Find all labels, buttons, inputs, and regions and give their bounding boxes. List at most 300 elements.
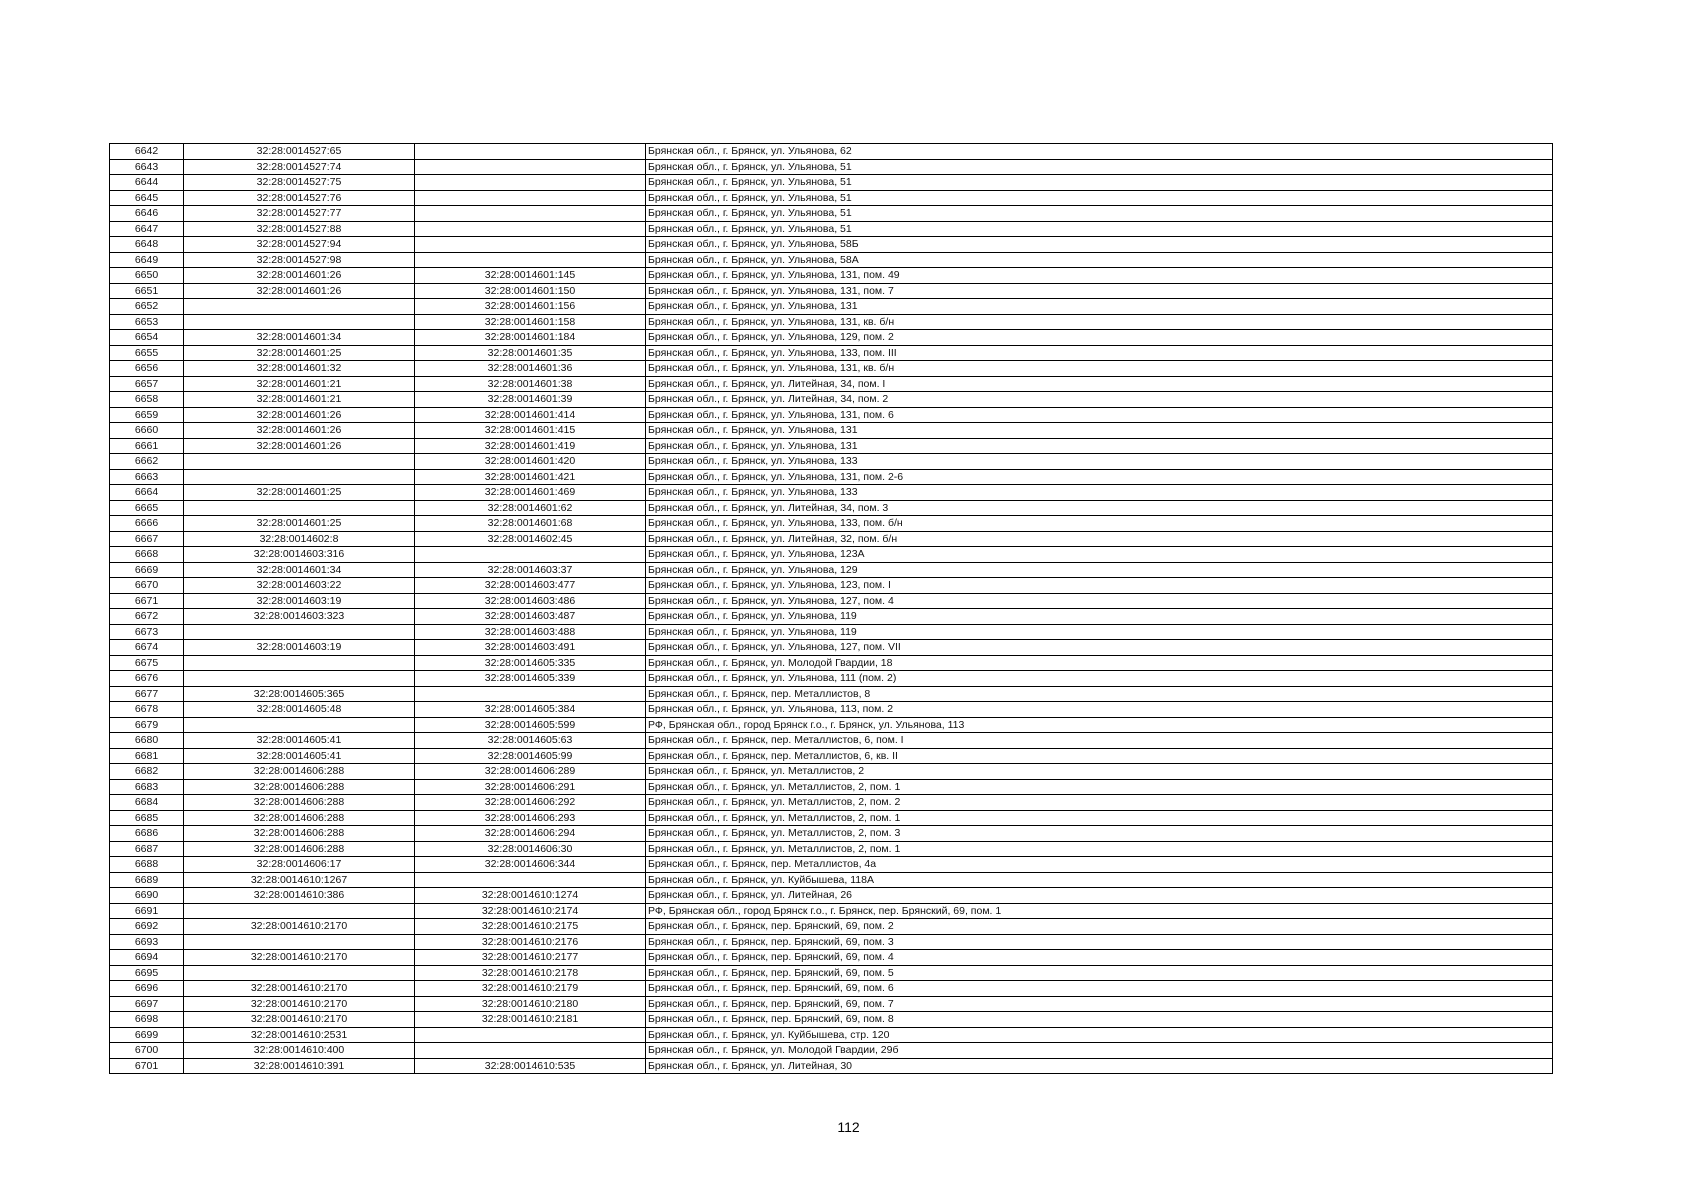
- object-cadastral-number-cell: [415, 1027, 646, 1043]
- address-cell: Брянская обл., г. Брянск, ул. Ульянова, 129: [646, 562, 1553, 578]
- object-cadastral-number-cell: [415, 221, 646, 237]
- row-number-cell: 6698: [110, 1012, 184, 1028]
- row-number-cell: 6651: [110, 283, 184, 299]
- parcel-cadastral-number-cell: 32:28:0014601:26: [184, 268, 415, 284]
- parcel-cadastral-number-cell: 32:28:0014601:25: [184, 516, 415, 532]
- row-number-cell: 6652: [110, 299, 184, 315]
- row-number-cell: 6648: [110, 237, 184, 253]
- address-cell: РФ, Брянская обл., город Брянск г.о., г. Брянск, пер. Брянский, 69, пом. 1: [646, 903, 1553, 919]
- address-cell: Брянская обл., г. Брянск, ул. Ульянова, 119: [646, 609, 1553, 625]
- object-cadastral-number-cell: 32:28:0014601:68: [415, 516, 646, 532]
- object-cadastral-number-cell: 32:28:0014606:293: [415, 810, 646, 826]
- parcel-cadastral-number-cell: 32:28:0014605:41: [184, 748, 415, 764]
- address-cell: Брянская обл., г. Брянск, ул. Ульянова, 58А: [646, 252, 1553, 268]
- row-number-cell: 6681: [110, 748, 184, 764]
- parcel-cadastral-number-cell: 32:28:0014603:316: [184, 547, 415, 563]
- address-cell: Брянская обл., г. Брянск, ул. Ульянова, 131: [646, 423, 1553, 439]
- parcel-cadastral-number-cell: 32:28:0014606:288: [184, 779, 415, 795]
- parcel-cadastral-number-cell: 32:28:0014603:19: [184, 593, 415, 609]
- parcel-cadastral-number-cell: 32:28:0014601:25: [184, 485, 415, 501]
- parcel-cadastral-number-cell: 32:28:0014601:34: [184, 330, 415, 346]
- row-number-cell: 6649: [110, 252, 184, 268]
- object-cadastral-number-cell: 32:28:0014601:421: [415, 469, 646, 485]
- parcel-cadastral-number-cell: 32:28:0014606:288: [184, 764, 415, 780]
- object-cadastral-number-cell: 32:28:0014606:30: [415, 841, 646, 857]
- object-cadastral-number-cell: [415, 872, 646, 888]
- row-number-cell: 6647: [110, 221, 184, 237]
- records-table-body: [110, 144, 1553, 1074]
- address-cell: Брянская обл., г. Брянск, ул. Литейная, 34, пом. 2: [646, 392, 1553, 408]
- table-row: [110, 764, 1553, 780]
- row-number-cell: 6696: [110, 981, 184, 997]
- parcel-cadastral-number-cell: [184, 903, 415, 919]
- parcel-cadastral-number-cell: 32:28:0014527:75: [184, 175, 415, 191]
- row-number-cell: 6692: [110, 919, 184, 935]
- address-cell: Брянская обл., г. Брянск, пер. Металлистов, 6, кв. II: [646, 748, 1553, 764]
- parcel-cadastral-number-cell: 32:28:0014601:21: [184, 376, 415, 392]
- object-cadastral-number-cell: 32:28:0014603:477: [415, 578, 646, 594]
- row-number-cell: 6667: [110, 531, 184, 547]
- object-cadastral-number-cell: 32:28:0014610:2181: [415, 1012, 646, 1028]
- row-number-cell: 6655: [110, 345, 184, 361]
- parcel-cadastral-number-cell: [184, 717, 415, 733]
- table-row: [110, 206, 1553, 222]
- object-cadastral-number-cell: 32:28:0014601:145: [415, 268, 646, 284]
- parcel-cadastral-number-cell: 32:28:0014610:2531: [184, 1027, 415, 1043]
- object-cadastral-number-cell: 32:28:0014601:39: [415, 392, 646, 408]
- object-cadastral-number-cell: 32:28:0014610:2174: [415, 903, 646, 919]
- object-cadastral-number-cell: 32:28:0014603:487: [415, 609, 646, 625]
- object-cadastral-number-cell: 32:28:0014601:38: [415, 376, 646, 392]
- address-cell: Брянская обл., г. Брянск, ул. Ульянова, 131, пом. 2-6: [646, 469, 1553, 485]
- object-cadastral-number-cell: [415, 686, 646, 702]
- object-cadastral-number-cell: 32:28:0014606:344: [415, 857, 646, 873]
- object-cadastral-number-cell: [415, 1043, 646, 1059]
- address-cell: Брянская обл., г. Брянск, ул. Ульянова, 127, пом. 4: [646, 593, 1553, 609]
- table-row: [110, 1027, 1553, 1043]
- address-cell: Брянская обл., г. Брянск, ул. Литейная, 26: [646, 888, 1553, 904]
- page-number: 112: [837, 1119, 860, 1135]
- table-row: [110, 221, 1553, 237]
- parcel-cadastral-number-cell: 32:28:0014606:288: [184, 841, 415, 857]
- row-number-cell: 6673: [110, 624, 184, 640]
- parcel-cadastral-number-cell: 32:28:0014610:400: [184, 1043, 415, 1059]
- row-number-cell: 6680: [110, 733, 184, 749]
- object-cadastral-number-cell: 32:28:0014606:291: [415, 779, 646, 795]
- table-row: [110, 996, 1553, 1012]
- row-number-cell: 6689: [110, 872, 184, 888]
- object-cadastral-number-cell: [415, 547, 646, 563]
- address-cell: Брянская обл., г. Брянск, ул. Куйбышева, стр. 120: [646, 1027, 1553, 1043]
- table-row: [110, 717, 1553, 733]
- table-row: [110, 1043, 1553, 1059]
- table-row: [110, 624, 1553, 640]
- parcel-cadastral-number-cell: 32:28:0014606:288: [184, 795, 415, 811]
- address-cell: Брянская обл., г. Брянск, ул. Ульянова, 119: [646, 624, 1553, 640]
- object-cadastral-number-cell: 32:28:0014602:45: [415, 531, 646, 547]
- table-row: [110, 299, 1553, 315]
- object-cadastral-number-cell: 32:28:0014610:2179: [415, 981, 646, 997]
- address-cell: Брянская обл., г. Брянск, ул. Молодой Гвардии, 18: [646, 655, 1553, 671]
- parcel-cadastral-number-cell: 32:28:0014606:288: [184, 826, 415, 842]
- row-number-cell: 6643: [110, 159, 184, 175]
- row-number-cell: 6662: [110, 454, 184, 470]
- row-number-cell: 6700: [110, 1043, 184, 1059]
- table-row: [110, 919, 1553, 935]
- row-number-cell: 6665: [110, 500, 184, 516]
- parcel-cadastral-number-cell: 32:28:0014610:391: [184, 1058, 415, 1074]
- row-number-cell: 6693: [110, 934, 184, 950]
- table-row: [110, 407, 1553, 423]
- row-number-cell: 6691: [110, 903, 184, 919]
- address-cell: Брянская обл., г. Брянск, ул. Ульянова, 131: [646, 299, 1553, 315]
- table-row: [110, 1012, 1553, 1028]
- object-cadastral-number-cell: [415, 206, 646, 222]
- parcel-cadastral-number-cell: 32:28:0014601:25: [184, 345, 415, 361]
- object-cadastral-number-cell: 32:28:0014601:36: [415, 361, 646, 377]
- table-row: [110, 810, 1553, 826]
- table-row: [110, 609, 1553, 625]
- address-cell: Брянская обл., г. Брянск, ул. Металлистов, 2, пом. 1: [646, 810, 1553, 826]
- object-cadastral-number-cell: 32:28:0014610:2175: [415, 919, 646, 935]
- address-cell: Брянская обл., г. Брянск, ул. Металлистов, 2, пом. 3: [646, 826, 1553, 842]
- parcel-cadastral-number-cell: 32:28:0014601:26: [184, 283, 415, 299]
- table-row: [110, 826, 1553, 842]
- table-row: [110, 671, 1553, 687]
- row-number-cell: 6668: [110, 547, 184, 563]
- object-cadastral-number-cell: 32:28:0014605:339: [415, 671, 646, 687]
- table-row: [110, 702, 1553, 718]
- parcel-cadastral-number-cell: 32:28:0014605:41: [184, 733, 415, 749]
- address-cell: Брянская обл., г. Брянск, ул. Ульянова, 131, пом. 7: [646, 283, 1553, 299]
- table-row: [110, 888, 1553, 904]
- address-cell: Брянская обл., г. Брянск, ул. Ульянова, 129, пом. 2: [646, 330, 1553, 346]
- table-row: [110, 981, 1553, 997]
- row-number-cell: 6660: [110, 423, 184, 439]
- parcel-cadastral-number-cell: [184, 965, 415, 981]
- parcel-cadastral-number-cell: 32:28:0014606:17: [184, 857, 415, 873]
- address-cell: Брянская обл., г. Брянск, ул. Ульянова, 51: [646, 206, 1553, 222]
- row-number-cell: 6675: [110, 655, 184, 671]
- row-number-cell: 6664: [110, 485, 184, 501]
- row-number-cell: 6661: [110, 438, 184, 454]
- table-row: [110, 872, 1553, 888]
- table-row: [110, 748, 1553, 764]
- row-number-cell: 6684: [110, 795, 184, 811]
- address-cell: Брянская обл., г. Брянск, ул. Молодой Гвардии, 29б: [646, 1043, 1553, 1059]
- object-cadastral-number-cell: 32:28:0014601:469: [415, 485, 646, 501]
- address-cell: Брянская обл., г. Брянск, ул. Ульянова, 58Б: [646, 237, 1553, 253]
- row-number-cell: 6642: [110, 144, 184, 160]
- row-number-cell: 6669: [110, 562, 184, 578]
- table-row: [110, 159, 1553, 175]
- object-cadastral-number-cell: 32:28:0014605:599: [415, 717, 646, 733]
- parcel-cadastral-number-cell: 32:28:0014527:76: [184, 190, 415, 206]
- table-row: [110, 1058, 1553, 1074]
- row-number-cell: 6687: [110, 841, 184, 857]
- object-cadastral-number-cell: [415, 190, 646, 206]
- table-row: [110, 950, 1553, 966]
- object-cadastral-number-cell: [415, 237, 646, 253]
- address-cell: Брянская обл., г. Брянск, ул. Ульянова, 62: [646, 144, 1553, 160]
- object-cadastral-number-cell: [415, 252, 646, 268]
- table-row: [110, 500, 1553, 516]
- table-row: [110, 268, 1553, 284]
- table-row: [110, 361, 1553, 377]
- object-cadastral-number-cell: 32:28:0014610:2176: [415, 934, 646, 950]
- address-cell: Брянская обл., г. Брянск, ул. Ульянова, 127, пом. VII: [646, 640, 1553, 656]
- row-number-cell: 6683: [110, 779, 184, 795]
- address-cell: Брянская обл., г. Брянск, ул. Металлистов, 2, пом. 1: [646, 779, 1553, 795]
- address-cell: Брянская обл., г. Брянск, ул. Ульянова, 133: [646, 454, 1553, 470]
- row-number-cell: 6682: [110, 764, 184, 780]
- parcel-cadastral-number-cell: 32:28:0014601:34: [184, 562, 415, 578]
- address-cell: Брянская обл., г. Брянск, ул. Ульянова, 123А: [646, 547, 1553, 563]
- parcel-cadastral-number-cell: 32:28:0014610:2170: [184, 1012, 415, 1028]
- parcel-cadastral-number-cell: 32:28:0014527:74: [184, 159, 415, 175]
- parcel-cadastral-number-cell: [184, 500, 415, 516]
- parcel-cadastral-number-cell: 32:28:0014605:48: [184, 702, 415, 718]
- table-row: [110, 516, 1553, 532]
- address-cell: Брянская обл., г. Брянск, пер. Брянский, 69, пом. 3: [646, 934, 1553, 950]
- parcel-cadastral-number-cell: 32:28:0014603:22: [184, 578, 415, 594]
- row-number-cell: 6699: [110, 1027, 184, 1043]
- parcel-cadastral-number-cell: [184, 934, 415, 950]
- address-cell: Брянская обл., г. Брянск, ул. Ульянова, 131, пом. 49: [646, 268, 1553, 284]
- table-row: [110, 345, 1553, 361]
- table-row: [110, 795, 1553, 811]
- table-row: [110, 562, 1553, 578]
- address-cell: Брянская обл., г. Брянск, пер. Брянский, 69, пом. 2: [646, 919, 1553, 935]
- table-row: [110, 314, 1553, 330]
- address-cell: Брянская обл., г. Брянск, пер. Металлистов, 6, пом. I: [646, 733, 1553, 749]
- table-row: [110, 469, 1553, 485]
- address-cell: Брянская обл., г. Брянск, ул. Ульянова, 51: [646, 221, 1553, 237]
- table-row: [110, 175, 1553, 191]
- parcel-cadastral-number-cell: [184, 469, 415, 485]
- parcel-cadastral-number-cell: 32:28:0014605:365: [184, 686, 415, 702]
- address-cell: Брянская обл., г. Брянск, пер. Металлистов, 4а: [646, 857, 1553, 873]
- parcel-cadastral-number-cell: 32:28:0014601:26: [184, 438, 415, 454]
- row-number-cell: 6659: [110, 407, 184, 423]
- row-number-cell: 6653: [110, 314, 184, 330]
- address-cell: Брянская обл., г. Брянск, ул. Литейная, 34, пом. 3: [646, 500, 1553, 516]
- table-row: [110, 438, 1553, 454]
- parcel-cadastral-number-cell: 32:28:0014602:8: [184, 531, 415, 547]
- table-row: [110, 376, 1553, 392]
- address-cell: Брянская обл., г. Брянск, ул. Ульянова, 131, кв. б/н: [646, 361, 1553, 377]
- parcel-cadastral-number-cell: 32:28:0014610:2170: [184, 996, 415, 1012]
- table-row: [110, 485, 1553, 501]
- parcel-cadastral-number-cell: [184, 454, 415, 470]
- address-cell: Брянская обл., г. Брянск, ул. Ульянова, 113, пом. 2: [646, 702, 1553, 718]
- address-cell: Брянская обл., г. Брянск, ул. Ульянова, 131: [646, 438, 1553, 454]
- table-row: [110, 934, 1553, 950]
- parcel-cadastral-number-cell: 32:28:0014601:32: [184, 361, 415, 377]
- row-number-cell: 6679: [110, 717, 184, 733]
- parcel-cadastral-number-cell: 32:28:0014610:2170: [184, 919, 415, 935]
- table-row: [110, 252, 1553, 268]
- row-number-cell: 6694: [110, 950, 184, 966]
- address-cell: Брянская обл., г. Брянск, ул. Металлистов, 2, пом. 2: [646, 795, 1553, 811]
- table-row: [110, 423, 1553, 439]
- table-row: [110, 531, 1553, 547]
- row-number-cell: 6676: [110, 671, 184, 687]
- row-number-cell: 6674: [110, 640, 184, 656]
- row-number-cell: 6701: [110, 1058, 184, 1074]
- parcel-cadastral-number-cell: [184, 299, 415, 315]
- address-cell: Брянская обл., г. Брянск, пер. Брянский, 69, пом. 6: [646, 981, 1553, 997]
- object-cadastral-number-cell: 32:28:0014601:35: [415, 345, 646, 361]
- row-number-cell: 6678: [110, 702, 184, 718]
- table-row: [110, 841, 1553, 857]
- row-number-cell: 6686: [110, 826, 184, 842]
- address-cell: Брянская обл., г. Брянск, ул. Куйбышева, 118А: [646, 872, 1553, 888]
- table-row: [110, 733, 1553, 749]
- row-number-cell: 6671: [110, 593, 184, 609]
- parcel-cadastral-number-cell: [184, 655, 415, 671]
- row-number-cell: 6697: [110, 996, 184, 1012]
- address-cell: Брянская обл., г. Брянск, ул. Ульянова, 131, кв. б/н: [646, 314, 1553, 330]
- object-cadastral-number-cell: 32:28:0014601:415: [415, 423, 646, 439]
- object-cadastral-number-cell: [415, 144, 646, 160]
- address-cell: РФ, Брянская обл., город Брянск г.о., г. Брянск, ул. Ульянова, 113: [646, 717, 1553, 733]
- records-table: [109, 143, 1553, 1074]
- parcel-cadastral-number-cell: [184, 624, 415, 640]
- object-cadastral-number-cell: 32:28:0014610:1274: [415, 888, 646, 904]
- row-number-cell: 6658: [110, 392, 184, 408]
- table-row: [110, 578, 1553, 594]
- address-cell: Брянская обл., г. Брянск, пер. Брянский, 69, пом. 4: [646, 950, 1553, 966]
- address-cell: Брянская обл., г. Брянск, ул. Ульянова, 133, пом. б/н: [646, 516, 1553, 532]
- object-cadastral-number-cell: 32:28:0014605:335: [415, 655, 646, 671]
- row-number-cell: 6650: [110, 268, 184, 284]
- table-row: [110, 655, 1553, 671]
- row-number-cell: 6672: [110, 609, 184, 625]
- address-cell: Брянская обл., г. Брянск, ул. Ульянова, 131, пом. 6: [646, 407, 1553, 423]
- parcel-cadastral-number-cell: 32:28:0014610:2170: [184, 981, 415, 997]
- address-cell: Брянская обл., г. Брянск, ул. Литейная, 32, пом. б/н: [646, 531, 1553, 547]
- table-row: [110, 237, 1553, 253]
- parcel-cadastral-number-cell: 32:28:0014603:323: [184, 609, 415, 625]
- address-cell: Брянская обл., г. Брянск, ул. Металлистов, 2, пом. 1: [646, 841, 1553, 857]
- parcel-cadastral-number-cell: 32:28:0014527:88: [184, 221, 415, 237]
- address-cell: Брянская обл., г. Брянск, ул. Ульянова, 111 (пом. 2): [646, 671, 1553, 687]
- object-cadastral-number-cell: 32:28:0014610:535: [415, 1058, 646, 1074]
- row-number-cell: 6657: [110, 376, 184, 392]
- parcel-cadastral-number-cell: [184, 314, 415, 330]
- row-number-cell: 6677: [110, 686, 184, 702]
- address-cell: Брянская обл., г. Брянск, ул. Литейная, 30: [646, 1058, 1553, 1074]
- object-cadastral-number-cell: 32:28:0014601:156: [415, 299, 646, 315]
- object-cadastral-number-cell: 32:28:0014606:292: [415, 795, 646, 811]
- object-cadastral-number-cell: 32:28:0014605:384: [415, 702, 646, 718]
- object-cadastral-number-cell: 32:28:0014605:99: [415, 748, 646, 764]
- parcel-cadastral-number-cell: 32:28:0014610:1267: [184, 872, 415, 888]
- row-number-cell: 6644: [110, 175, 184, 191]
- object-cadastral-number-cell: 32:28:0014606:294: [415, 826, 646, 842]
- object-cadastral-number-cell: [415, 175, 646, 191]
- row-number-cell: 6690: [110, 888, 184, 904]
- row-number-cell: 6654: [110, 330, 184, 346]
- object-cadastral-number-cell: [415, 159, 646, 175]
- address-cell: Брянская обл., г. Брянск, ул. Ульянова, 123, пом. I: [646, 578, 1553, 594]
- object-cadastral-number-cell: 32:28:0014610:2177: [415, 950, 646, 966]
- address-cell: Брянская обл., г. Брянск, ул. Литейная, 34, пом. I: [646, 376, 1553, 392]
- table-row: [110, 903, 1553, 919]
- row-number-cell: 6645: [110, 190, 184, 206]
- table-row: [110, 454, 1553, 470]
- table-row: [110, 686, 1553, 702]
- address-cell: Брянская обл., г. Брянск, пер. Брянский, 69, пом. 5: [646, 965, 1553, 981]
- address-cell: Брянская обл., г. Брянск, ул. Ульянова, 133: [646, 485, 1553, 501]
- object-cadastral-number-cell: 32:28:0014601:184: [415, 330, 646, 346]
- address-cell: Брянская обл., г. Брянск, ул. Ульянова, 51: [646, 159, 1553, 175]
- parcel-cadastral-number-cell: [184, 671, 415, 687]
- object-cadastral-number-cell: 32:28:0014610:2178: [415, 965, 646, 981]
- row-number-cell: 6663: [110, 469, 184, 485]
- object-cadastral-number-cell: 32:28:0014603:37: [415, 562, 646, 578]
- table-row: [110, 144, 1553, 160]
- parcel-cadastral-number-cell: 32:28:0014606:288: [184, 810, 415, 826]
- parcel-cadastral-number-cell: 32:28:0014527:98: [184, 252, 415, 268]
- table-row: [110, 547, 1553, 563]
- row-number-cell: 6646: [110, 206, 184, 222]
- table-row: [110, 965, 1553, 981]
- parcel-cadastral-number-cell: 32:28:0014527:65: [184, 144, 415, 160]
- object-cadastral-number-cell: 32:28:0014605:63: [415, 733, 646, 749]
- row-number-cell: 6685: [110, 810, 184, 826]
- table-row: [110, 640, 1553, 656]
- table-row: [110, 283, 1553, 299]
- row-number-cell: 6670: [110, 578, 184, 594]
- parcel-cadastral-number-cell: 32:28:0014610:2170: [184, 950, 415, 966]
- parcel-cadastral-number-cell: 32:28:0014601:21: [184, 392, 415, 408]
- address-cell: Брянская обл., г. Брянск, пер. Брянский, 69, пом. 7: [646, 996, 1553, 1012]
- object-cadastral-number-cell: 32:28:0014601:158: [415, 314, 646, 330]
- address-cell: Брянская обл., г. Брянск, пер. Брянский, 69, пом. 8: [646, 1012, 1553, 1028]
- object-cadastral-number-cell: 32:28:0014601:150: [415, 283, 646, 299]
- parcel-cadastral-number-cell: 32:28:0014601:26: [184, 407, 415, 423]
- object-cadastral-number-cell: 32:28:0014601:414: [415, 407, 646, 423]
- table-row: [110, 593, 1553, 609]
- object-cadastral-number-cell: 32:28:0014601:62: [415, 500, 646, 516]
- address-cell: Брянская обл., г. Брянск, ул. Ульянова, 133, пом. III: [646, 345, 1553, 361]
- table-row: [110, 779, 1553, 795]
- object-cadastral-number-cell: 32:28:0014606:289: [415, 764, 646, 780]
- parcel-cadastral-number-cell: 32:28:0014527:94: [184, 237, 415, 253]
- row-number-cell: 6666: [110, 516, 184, 532]
- parcel-cadastral-number-cell: 32:28:0014603:19: [184, 640, 415, 656]
- object-cadastral-number-cell: 32:28:0014601:419: [415, 438, 646, 454]
- parcel-cadastral-number-cell: 32:28:0014601:26: [184, 423, 415, 439]
- table-row: [110, 392, 1553, 408]
- object-cadastral-number-cell: 32:28:0014601:420: [415, 454, 646, 470]
- object-cadastral-number-cell: 32:28:0014603:486: [415, 593, 646, 609]
- row-number-cell: 6656: [110, 361, 184, 377]
- address-cell: Брянская обл., г. Брянск, пер. Металлистов, 8: [646, 686, 1553, 702]
- address-cell: Брянская обл., г. Брянск, ул. Металлистов, 2: [646, 764, 1553, 780]
- address-cell: Брянская обл., г. Брянск, ул. Ульянова, 51: [646, 190, 1553, 206]
- row-number-cell: 6695: [110, 965, 184, 981]
- row-number-cell: 6688: [110, 857, 184, 873]
- object-cadastral-number-cell: 32:28:0014603:491: [415, 640, 646, 656]
- table-row: [110, 330, 1553, 346]
- address-cell: Брянская обл., г. Брянск, ул. Ульянова, 51: [646, 175, 1553, 191]
- object-cadastral-number-cell: 32:28:0014610:2180: [415, 996, 646, 1012]
- parcel-cadastral-number-cell: 32:28:0014610:386: [184, 888, 415, 904]
- parcel-cadastral-number-cell: 32:28:0014527:77: [184, 206, 415, 222]
